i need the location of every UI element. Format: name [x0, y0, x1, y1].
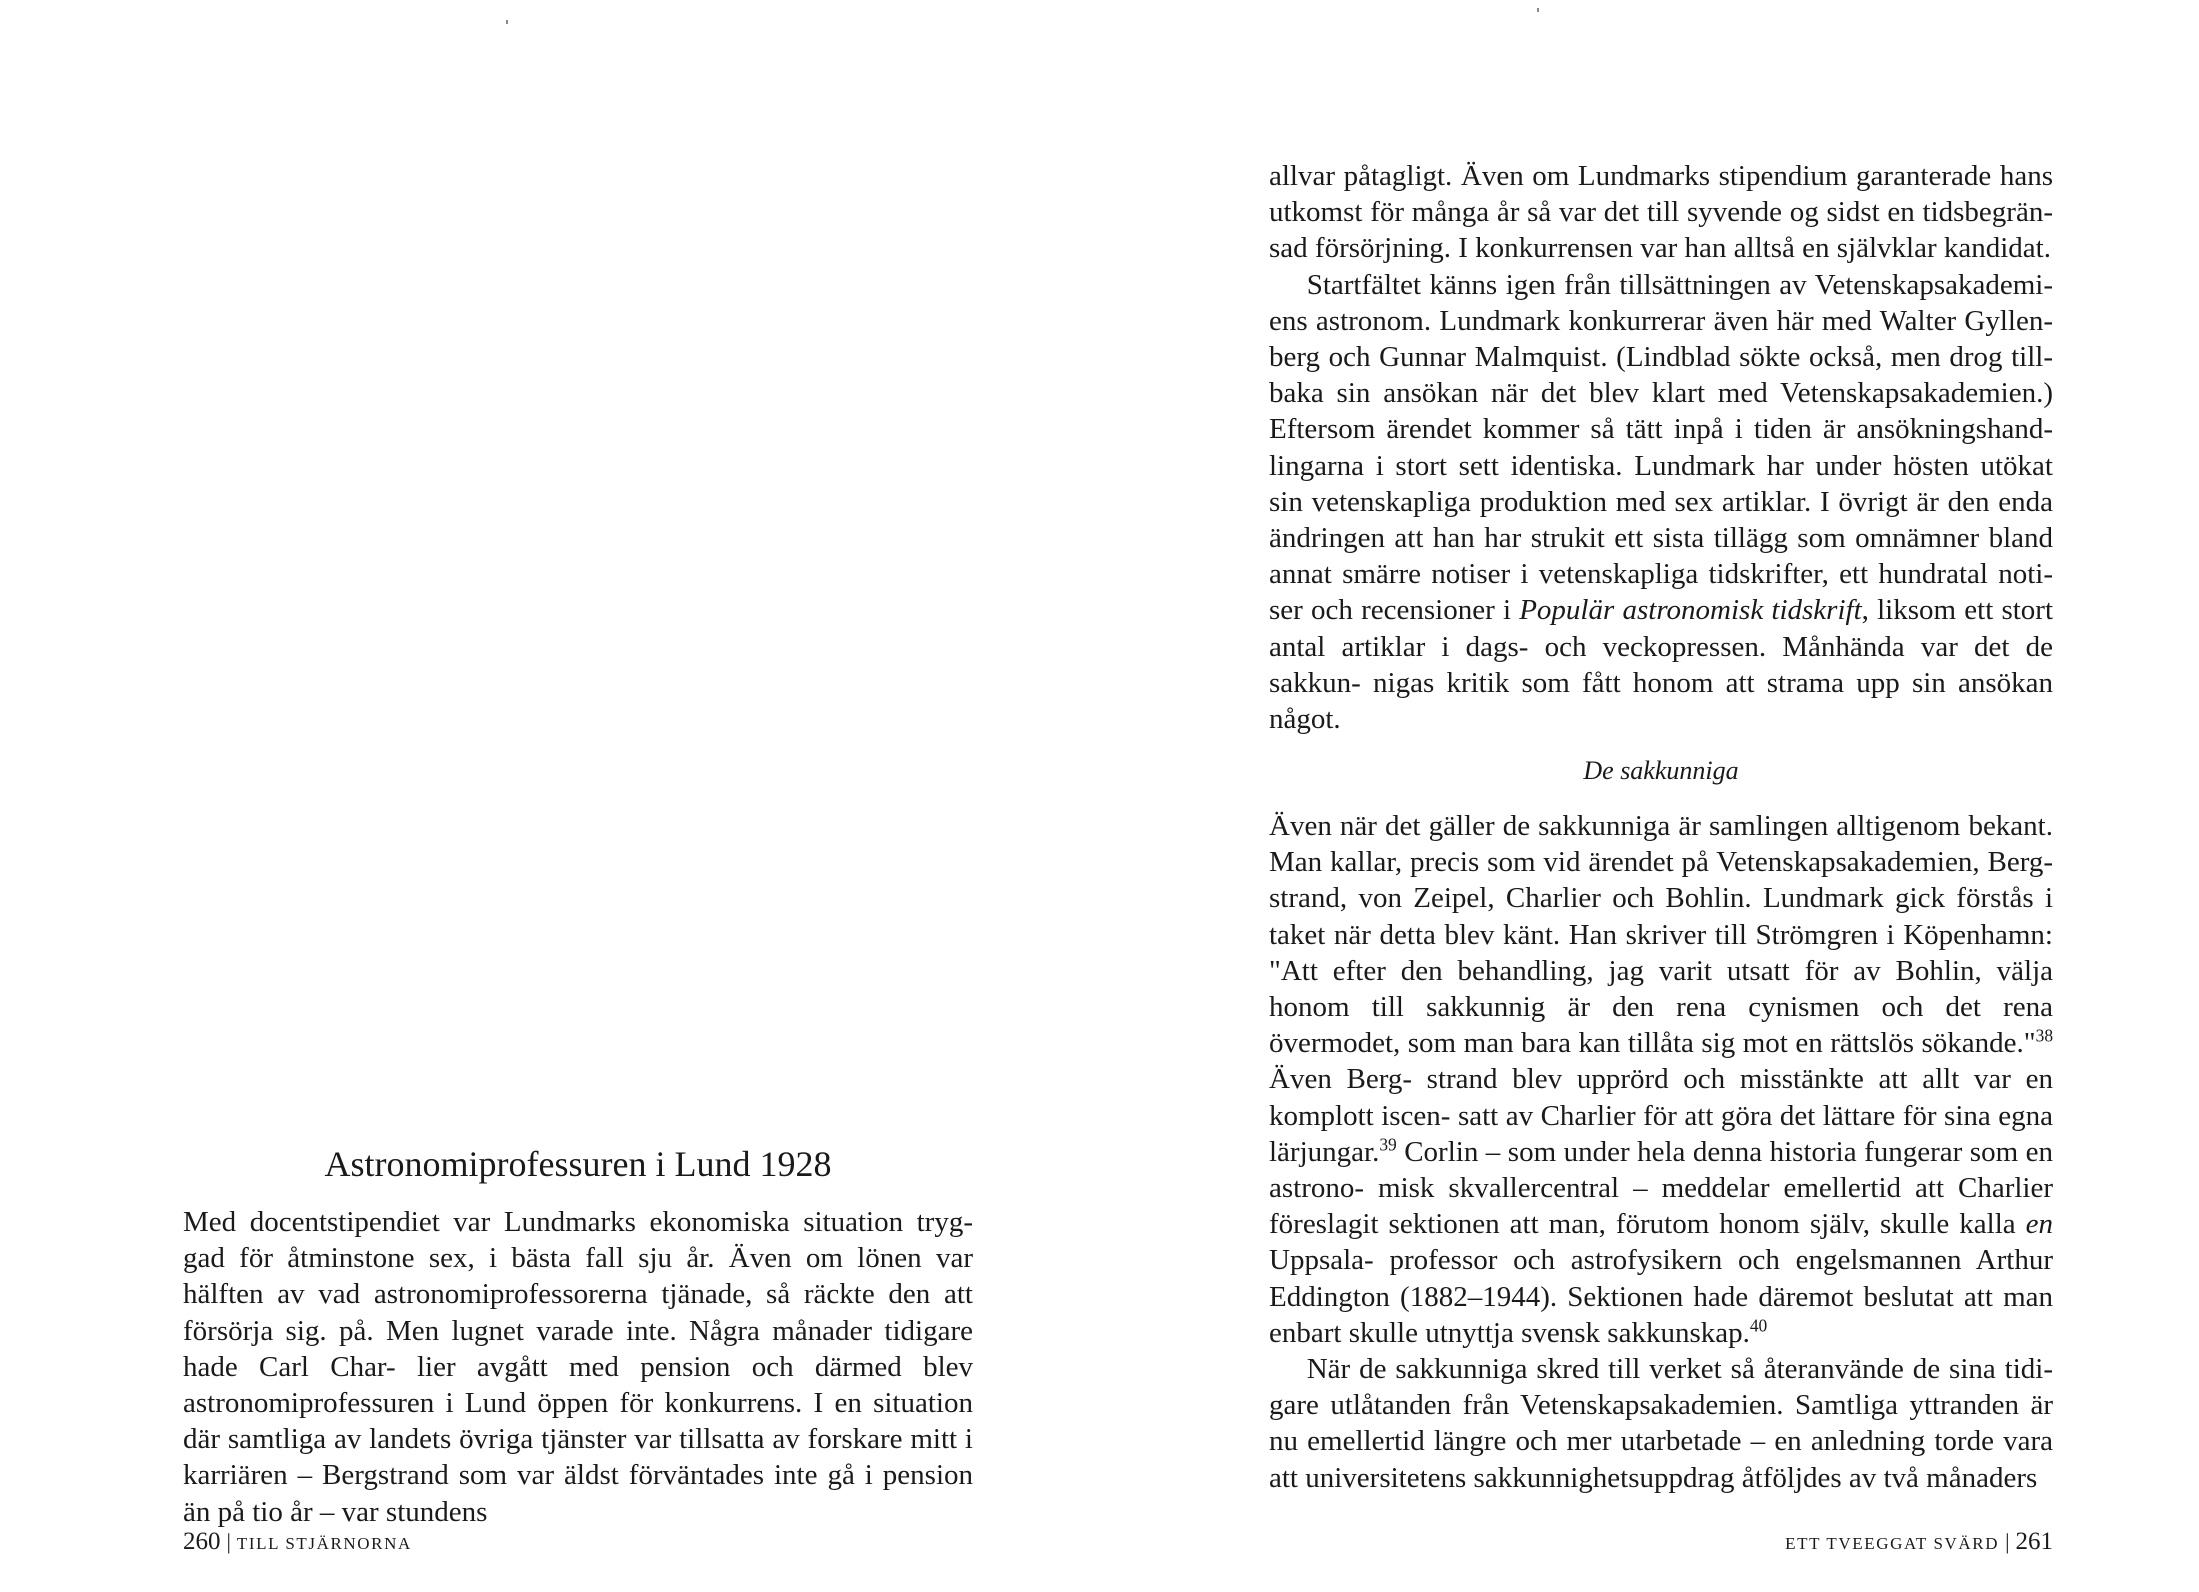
- paragraph: [183, 1204, 973, 1530]
- text-line: ser och recensioner i Populär astronomisk tidskrift, liksom ett stort: [1269, 594, 2054, 627]
- footnote-ref-38: 38: [2035, 1025, 2054, 1046]
- text-line: lier avgått med pension och därmed blev astronomiprofessuren i: [183, 1350, 974, 1420]
- text-line: taket när detta blev känt. Han skriver till Strömgren i Köpenhamn:: [1269, 918, 2053, 951]
- section-heading: De sakkunniga: [1583, 756, 1739, 785]
- text-line: professor och astrofysikern och engelsmannen Arthur Eddington: [1269, 1244, 2053, 1313]
- text-line: Man kallar, precis som vid ärendet på Vetenskapsakademien, Berg-: [1269, 846, 2053, 879]
- text-line: Lund öppen för konkurrens. I en situation där samtliga av landets: [183, 1387, 973, 1456]
- left-body-text: [183, 1204, 973, 1530]
- text-line: lingarna i stort sett identiska. Lundmark har under hösten utökat: [1269, 449, 2053, 482]
- paragraph: [1269, 808, 2053, 1351]
- right-body-text-top: [1269, 158, 2053, 737]
- text-line: satt av Charlier för att göra det lättare för sina egna lärjungar.$^{39}$: [1269, 1099, 2053, 1168]
- text-line: (1882–1944). Sektionen hade däremot beslutat att man enbart: [1269, 1280, 2053, 1349]
- paragraph: [1269, 1351, 2053, 1496]
- text-line: misk skvallercentral – meddelar emellertid att Charlier föreslagit: [1269, 1172, 2054, 1241]
- text-line: sad försörjning. I konkurrensen var han alltså en självklar kandidat.: [1269, 232, 2051, 265]
- text-line: Startfältet känns igen från tillsättningen av Vetenskapsakademi-: [1306, 268, 2053, 301]
- right-page: [1100, 0, 2199, 1592]
- text-line: till sakkunnig är den rena cynismen och det rena övermodet, som: [1269, 991, 2054, 1060]
- footnote-ref-39: 39: [1379, 1134, 1397, 1155]
- text-line: Även när det gäller de sakkunniga är samlingen alltigenom bekant.: [1269, 810, 2053, 842]
- footnote-ref-40: 40: [1749, 1315, 1768, 1336]
- text-line: som var äldst förväntades inte gå i pension än på tio år – var stundens: [183, 1459, 973, 1528]
- text-line: nigas kritik som fått honom att strama upp sin ansökan något.: [1269, 666, 2054, 736]
- text-line: övriga tjänster var tillsatta av forskare mitt i karriären – Bergstrand: [183, 1423, 973, 1492]
- scan-speck: [1537, 8, 1539, 12]
- text-line: baka sin ansökan när det blev klart med Vetenskapsakademien.): [1269, 377, 2053, 410]
- text-line: strand, von Zeipel, Charlier och Bohlin. Lundmark gick förstås i: [1269, 882, 2053, 915]
- text-line: Med docentstipendiet var Lundmarks ekonomiska situation tryg-: [183, 1206, 973, 1238]
- running-title: TILL STJÄRNORNA: [236, 1534, 412, 1553]
- text-line: ändringen att han har strukit ett sista tillägg som omnämner bland: [1269, 522, 2053, 555]
- text-line: gare utlåtanden från Vetenskapsakademien. Samtliga yttranden är: [1269, 1389, 2053, 1422]
- text-line: gad för åtminstone sex, i bästa fall sju år. Även om lönen var hälften: [183, 1242, 973, 1311]
- text-line: annat smärre notiser i vetenskapliga tidskrifter, ett hundratal noti-: [1269, 558, 2053, 591]
- emphasis: en: [2025, 1208, 2054, 1241]
- paragraph: [1269, 267, 2053, 738]
- paragraph: [1269, 158, 2053, 267]
- text-line: av vad astronomiprofessorerna tjänade, så räckte den att försörja sig.: [183, 1278, 973, 1347]
- text-line: Eftersom ärendet kommer så tätt inpå i tiden är ansökningshand-: [1269, 413, 2053, 446]
- journal-title: Populär astronomisk tidskrift: [1519, 594, 1862, 627]
- text-line: antal artiklar i dags- och veckopressen. Månhända var det de sakkun-: [1269, 630, 2053, 699]
- text-line: utkomst för många år så var det till syvende og sidst en tidsbegrän-: [1269, 196, 2053, 229]
- text-line: att universitetens sakkunnighetsuppdrag åtföljdes av två månaders: [1269, 1461, 2038, 1494]
- running-title: ETT TVEEGGAT SVÄRD: [1785, 1534, 2000, 1553]
- chapter-heading: Astronomiprofessuren i Lund 1928: [324, 1144, 832, 1184]
- left-page: [0, 0, 1099, 1592]
- page-number: 260: [183, 1528, 221, 1555]
- scan-speck: [506, 20, 508, 24]
- text-line: strand blev upprörd och misstänkte att allt var en komplott iscen-: [1269, 1063, 2053, 1132]
- text-line: "Att efter den behandling, jag varit utsatt för av Bohlin, välja honom: [1269, 954, 2053, 1024]
- right-body-text-bottom: [1269, 808, 2053, 1496]
- text-line: på. Men lugnet varade inte. Några månader tidigare hade Carl Char-: [183, 1314, 973, 1383]
- text-line: man bara kan tillåta sig mot en rättslös sökande."$^{38}$ Även Berg-: [1269, 1025, 2054, 1096]
- right-footer: [1785, 1530, 2053, 1556]
- text-line: ens astronom. Lundmark konkurrerar även här med Walter Gyllen-: [1269, 304, 2053, 337]
- footer-separator: |: [226, 1529, 231, 1554]
- footer-separator: |: [2005, 1529, 2010, 1554]
- text-line: nu emellertid längre och mer utarbetade – en anledning torde vara: [1269, 1425, 2053, 1458]
- text-line: När de sakkunniga skred till verket så återanvände de sina tidi-: [1306, 1353, 2053, 1386]
- text-line: berg och Gunnar Malmquist. (Lindblad sökte också, men drog till-: [1269, 341, 2053, 374]
- left-footer: [183, 1530, 412, 1556]
- page-number: 261: [2015, 1528, 2053, 1555]
- text-line: sektionen att man, förutom honom själv, skulle kalla en Uppsala-: [1269, 1208, 2054, 1277]
- text-line: skulle utnyttja svensk sakkunskap.$^{40}$: [1348, 1315, 1768, 1349]
- text-line: allvar påtagligt. Även om Lundmarks stipendium garanterade hans: [1269, 160, 2053, 192]
- text-line: sin vetenskapliga produktion med sex artiklar. I övrigt är den enda: [1269, 485, 2053, 518]
- text-line: Corlin – som under hela denna historia fungerar som en astrono-: [1269, 1135, 2053, 1205]
